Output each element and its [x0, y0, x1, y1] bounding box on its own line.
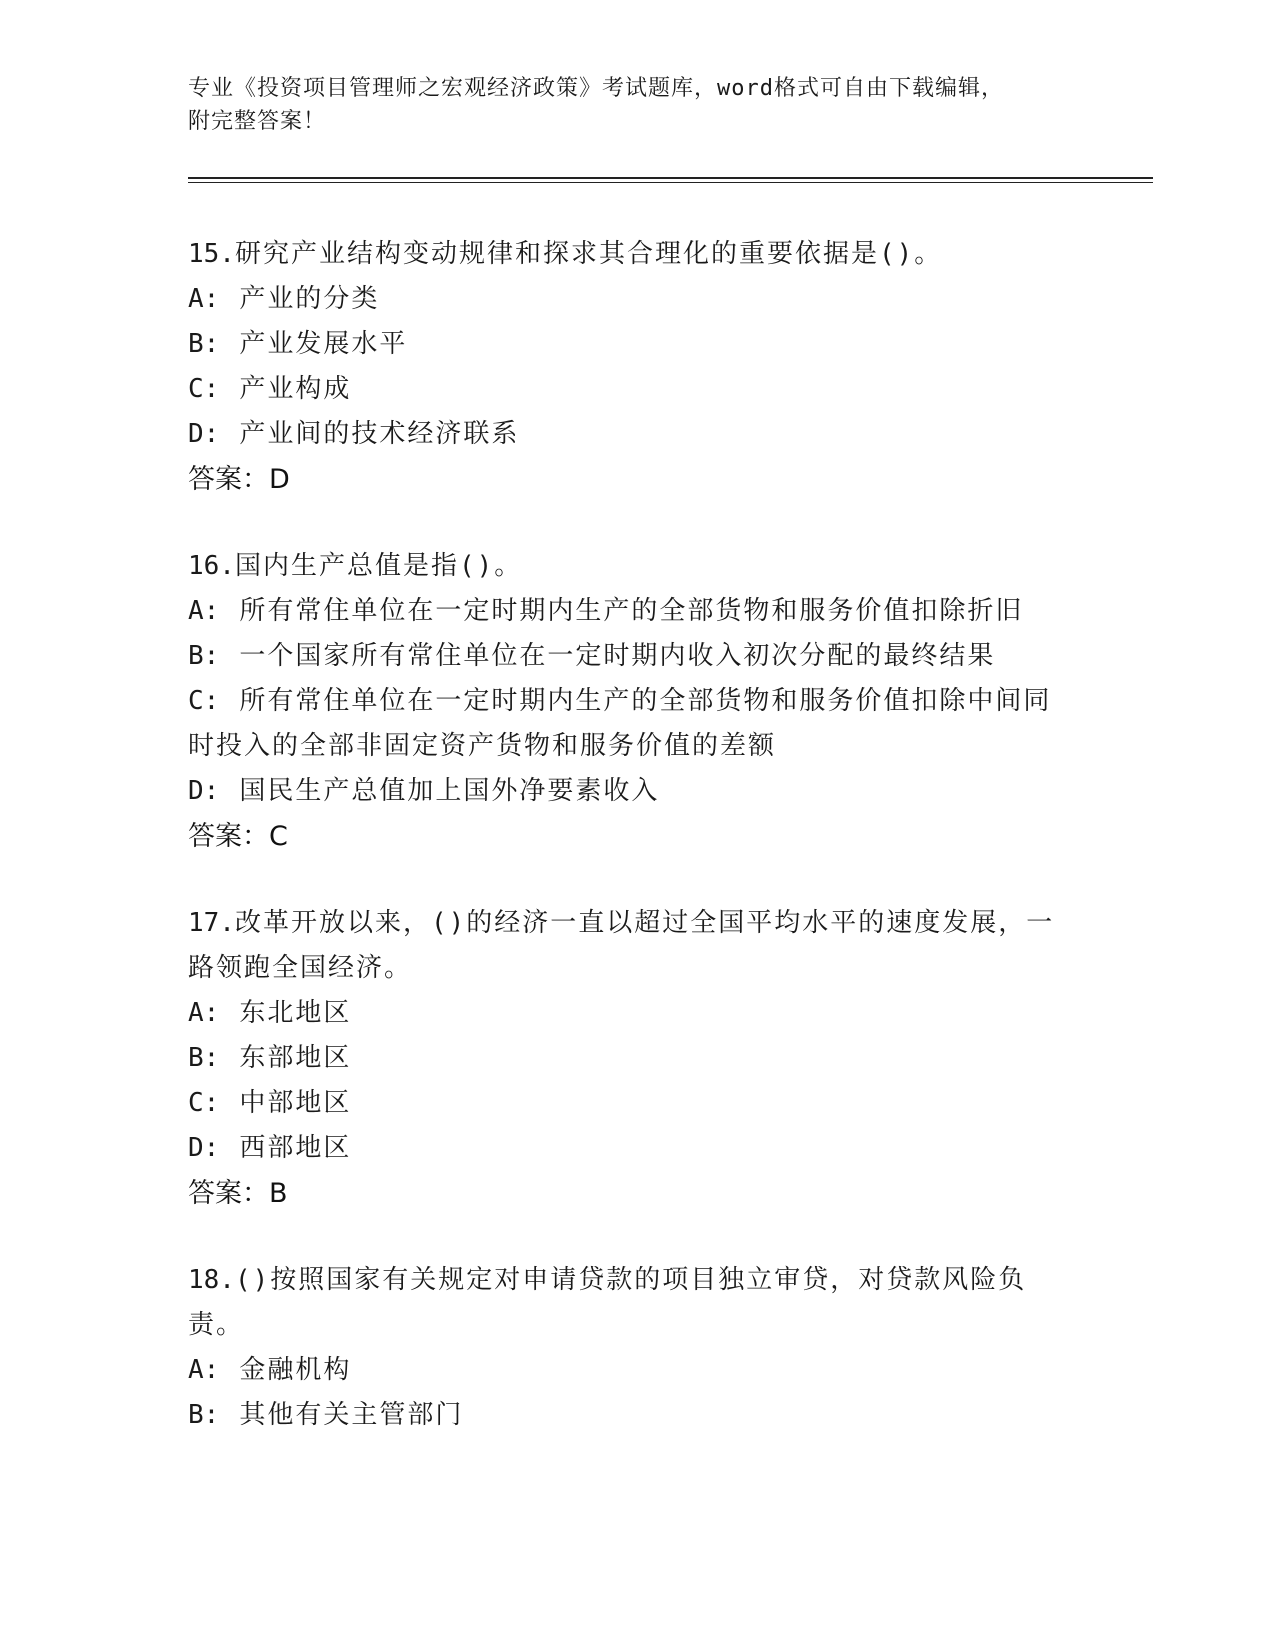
- option-key: B:: [188, 1400, 220, 1430]
- question-number: 18.: [188, 1265, 235, 1295]
- option-text: 其他有关主管部门: [239, 1400, 464, 1430]
- option-a: [188, 277, 1068, 322]
- header-line-1: 专业《投资项目管理师之宏观经济政策》考试题库，word格式可自由下载编辑，: [188, 76, 1004, 101]
- option-text: 东部地区: [239, 1043, 352, 1073]
- question-text: 改革开放以来，()的经济一直以超过全国平均水平的速度发展，一路领跑全国经济。: [188, 908, 1055, 983]
- option-text: 产业间的技术经济联系: [239, 419, 520, 449]
- option-c: [188, 1081, 1068, 1126]
- option-c: [188, 367, 1068, 412]
- option-key: B:: [188, 641, 220, 671]
- option-text: 所有常住单位在一定时期内生产的全部货物和服务价值扣除中间同时投入的全部非固定资产货物和服务价值的差额: [188, 686, 1052, 761]
- option-text: 所有常住单位在一定时期内生产的全部货物和服务价值扣除折旧: [239, 596, 1024, 626]
- option-b: [188, 322, 1068, 367]
- option-key: C:: [188, 374, 220, 404]
- option-b: [188, 634, 1068, 679]
- option-text: 西部地区: [239, 1133, 352, 1163]
- option-b: [188, 1393, 1068, 1438]
- option-text: 产业构成: [239, 374, 352, 404]
- option-d: [188, 412, 1068, 457]
- option-key: D:: [188, 1133, 220, 1163]
- header-divider-thick: [188, 177, 1153, 179]
- question-stem: [188, 901, 1068, 991]
- option-key: D:: [188, 419, 220, 449]
- header-line-2: 附完整答案！: [188, 109, 327, 134]
- option-key: C:: [188, 1088, 220, 1118]
- question-list: [188, 232, 1068, 1480]
- option-text: 国民生产总值加上国外净要素收入: [239, 776, 660, 806]
- option-text: 产业发展水平: [239, 329, 408, 359]
- question-stem: [188, 232, 1068, 277]
- option-b: [188, 1036, 1068, 1081]
- question-number: 15.: [188, 239, 235, 269]
- answer-label: 答案：C: [188, 821, 288, 852]
- header-divider-thin: [188, 182, 1153, 183]
- option-key: A:: [188, 1355, 220, 1385]
- question-stem: [188, 1258, 1068, 1348]
- question-number: 17.: [188, 908, 235, 938]
- answer-label: 答案：B: [188, 1178, 288, 1209]
- question-17: [188, 901, 1068, 1216]
- option-c: [188, 679, 1068, 769]
- document-header: [188, 72, 1068, 138]
- option-text: 金融机构: [239, 1355, 352, 1385]
- option-a: [188, 589, 1068, 634]
- option-key: A:: [188, 596, 220, 626]
- option-text: 中部地区: [239, 1088, 352, 1118]
- question-text: 国内生产总值是指()。: [234, 551, 523, 581]
- question-18: [188, 1258, 1068, 1438]
- option-a: [188, 1348, 1068, 1393]
- question-text: ()按照国家有关规定对申请贷款的项目独立审贷，对贷款风险负责。: [188, 1265, 1027, 1340]
- question-16: [188, 544, 1068, 859]
- option-text: 东北地区: [239, 998, 352, 1028]
- option-key: B:: [188, 329, 220, 359]
- question-number: 16.: [188, 551, 235, 581]
- option-text: 一个国家所有常住单位在一定时期内收入初次分配的最终结果: [239, 641, 996, 671]
- option-d: [188, 1126, 1068, 1171]
- answer-label: 答案：D: [188, 464, 290, 495]
- option-key: D:: [188, 776, 220, 806]
- option-text: 产业的分类: [239, 284, 380, 314]
- option-key: A:: [188, 284, 220, 314]
- option-key: B:: [188, 1043, 220, 1073]
- option-key: A:: [188, 998, 220, 1028]
- question-text: 研究产业结构变动规律和探求其合理化的重要依据是()。: [234, 239, 943, 269]
- question-15: [188, 232, 1068, 502]
- question-stem: [188, 544, 1068, 589]
- option-a: [188, 991, 1068, 1036]
- option-key: C:: [188, 686, 220, 716]
- option-d: [188, 769, 1068, 814]
